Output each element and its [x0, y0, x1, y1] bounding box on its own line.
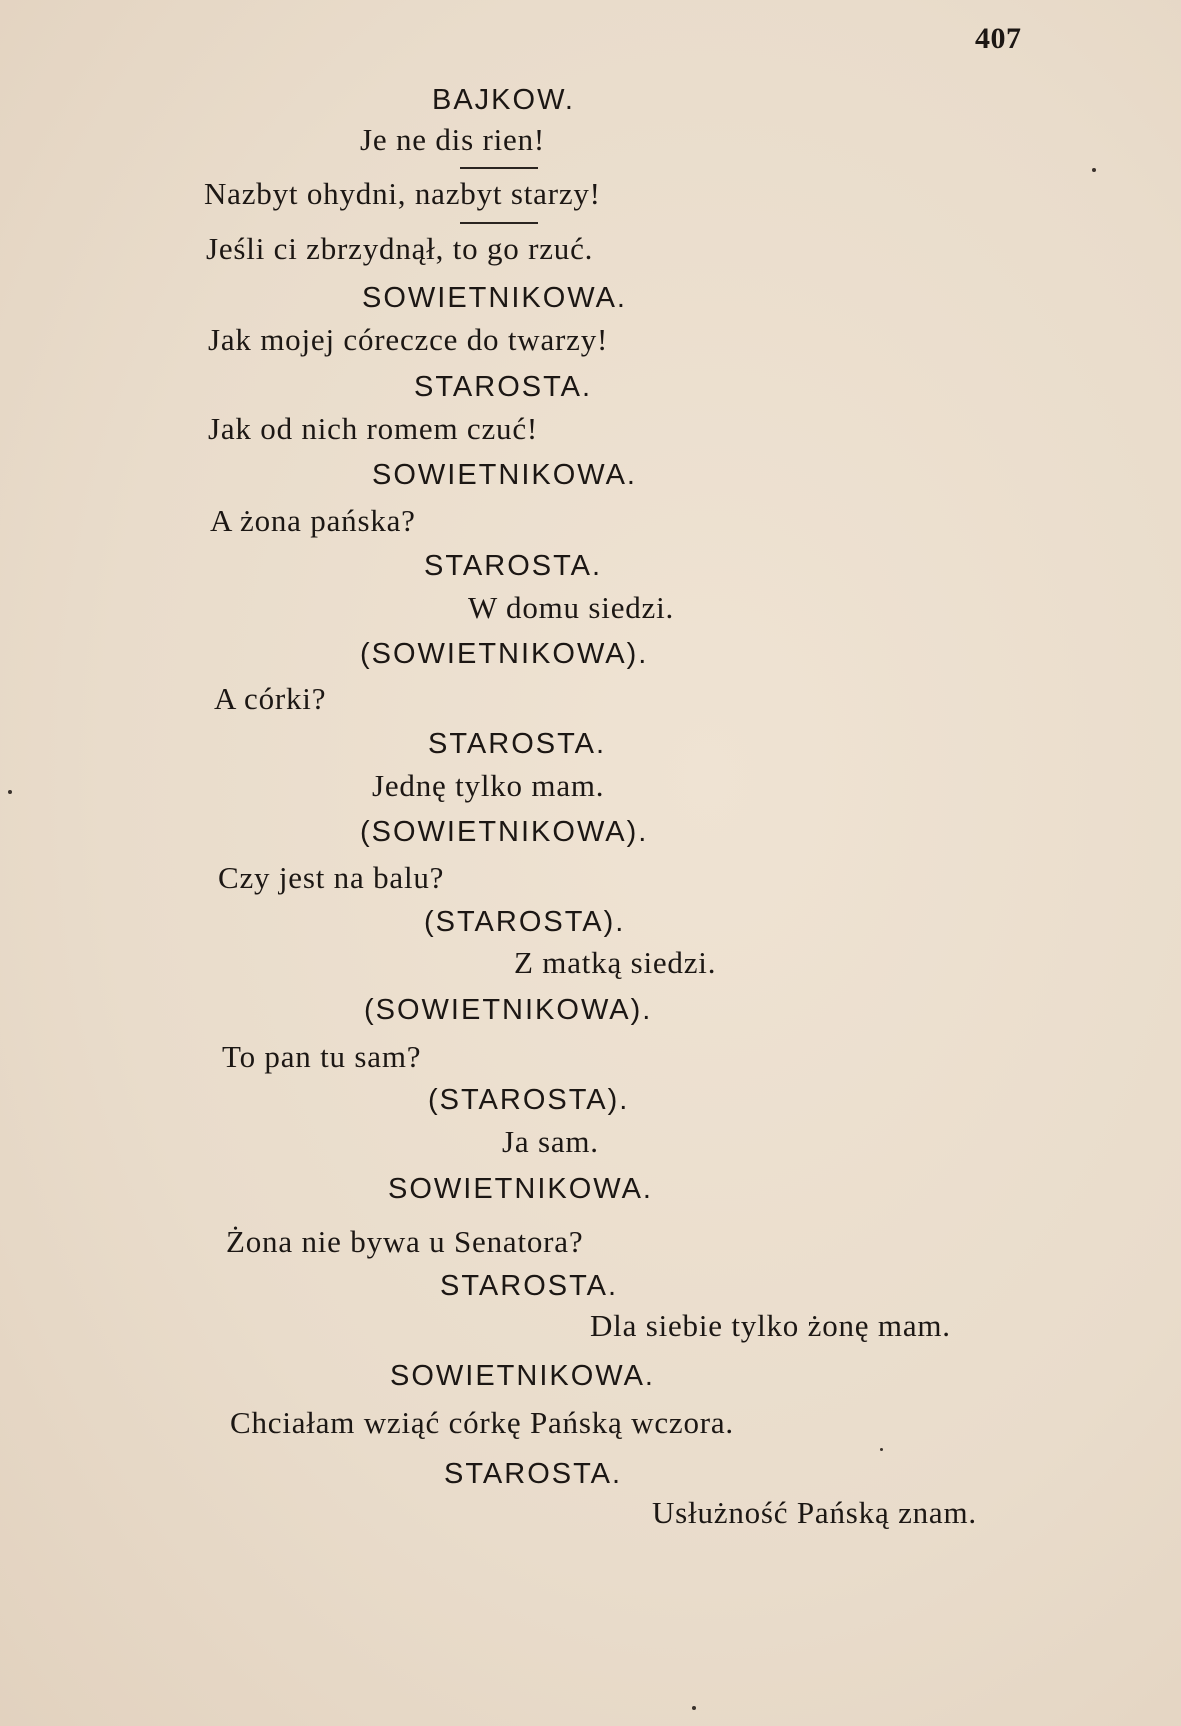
dialogue-line: To pan tu sam?	[222, 1039, 422, 1074]
speaker-name: STAROSTA.	[428, 728, 607, 760]
speaker-name: SOWIETNIKOWA.	[362, 282, 627, 314]
dialogue-line: Jeśli ci zbrzydnął, to go rzuć.	[206, 231, 594, 266]
speaker-name: STAROSTA.	[414, 371, 593, 403]
speaker-name: (SOWIETNIKOWA).	[360, 638, 649, 670]
dialogue-line: Je ne dis rien!	[360, 122, 546, 157]
dialogue-line: Jednę tylko mam.	[372, 768, 605, 803]
dialogue-line: Czy jest na balu?	[218, 860, 445, 895]
dialogue-line: Dla siebie tylko żonę mam.	[590, 1308, 951, 1343]
dialogue-line: Jak mojej córeczce do twarzy!	[208, 322, 609, 357]
dialogue-line: Nazbyt ohydni, nazbyt starzy!	[204, 176, 601, 211]
dialogue-line: Ja sam.	[502, 1124, 599, 1159]
paper-speck	[692, 1706, 696, 1710]
speaker-name: BAJKOW.	[432, 84, 575, 116]
speaker-name: STAROSTA.	[424, 550, 603, 582]
speaker-name: (STAROSTA).	[424, 906, 626, 938]
separator-rule	[460, 167, 538, 169]
dialogue-line: Jak od nich romem czuć!	[208, 411, 539, 446]
separator-rule	[460, 222, 538, 224]
speaker-name: (STAROSTA).	[428, 1084, 630, 1116]
dialogue-line: W domu siedzi.	[468, 590, 675, 625]
dialogue-line: Z matką siedzi.	[514, 945, 717, 980]
dialogue-line: Usłużność Pańską znam.	[652, 1495, 977, 1530]
speaker-name: SOWIETNIKOWA.	[388, 1173, 653, 1205]
paper-speck	[880, 1448, 883, 1451]
speaker-name: (SOWIETNIKOWA).	[360, 816, 649, 848]
paper-speck	[8, 790, 12, 794]
speaker-name: SOWIETNIKOWA.	[372, 459, 637, 491]
dialogue-line: A córki?	[214, 681, 327, 716]
dialogue-line: Żona nie bywa u Senatora?	[226, 1224, 584, 1259]
speaker-name: STAROSTA.	[444, 1458, 623, 1490]
dialogue-line: Chciałam wziąć córkę Pańską wczora.	[230, 1405, 734, 1440]
page-number: 407	[975, 22, 1022, 55]
speaker-name: (SOWIETNIKOWA).	[364, 994, 653, 1026]
paper-speck	[1092, 168, 1096, 172]
dialogue-line: A żona pańska?	[210, 503, 416, 538]
speaker-name: STAROSTA.	[440, 1270, 619, 1302]
speaker-name: SOWIETNIKOWA.	[390, 1360, 655, 1392]
